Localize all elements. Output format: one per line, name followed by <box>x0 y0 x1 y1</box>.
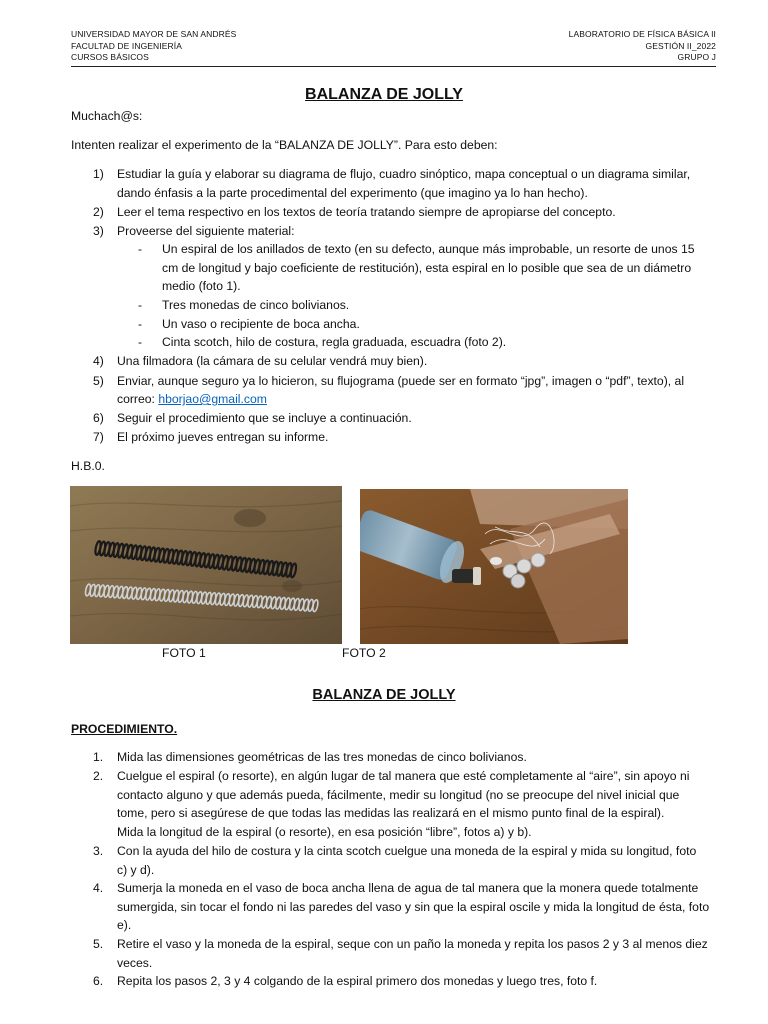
step-number: 2) <box>93 205 104 219</box>
material-1-line-2: cm de longitud y bajo coeficiente de restitución), esta espiral en lo posible que sea de un diámetro <box>162 260 692 275</box>
section-title: BALANZA DE JOLLY <box>312 687 456 703</box>
material-1-line-1: Un espiral de los anillados de texto (en su defecto, aunque más improbable, un resorte de unos 15 <box>162 242 695 256</box>
step-number: 6) <box>93 411 104 425</box>
step-number: 7) <box>93 429 104 444</box>
step-4-text: Una filmadora (la cámara de su celular vendrá muy bien). <box>117 354 428 368</box>
material-4-text: Cinta scotch, hilo de costura, regla graduada, escuadra (foto 2). <box>162 335 507 349</box>
photo-spring <box>70 486 342 644</box>
step-number: 1) <box>93 167 104 181</box>
proc-number: 1. <box>93 750 104 764</box>
proc-number: 2. <box>93 769 104 783</box>
email-label: correo: <box>117 392 159 406</box>
step-2-text: Leer el tema respectivo en los textos de teoría tratando siempre de apropiarse del concepto. <box>117 205 616 219</box>
proc-6-text: Repita los pasos 2, 3 y 4 colgando de la espiral primero dos monedas y luego tres, foto f. <box>117 974 598 988</box>
material-dash: - <box>138 298 143 312</box>
caption-foto-1: FOTO 1 <box>162 646 206 660</box>
header-courses: CURSOS BÁSICOS <box>71 52 149 62</box>
material-3-text: Un vaso o recipiente de boca ancha. <box>162 316 360 331</box>
proc-5-line-2: veces. <box>117 955 153 970</box>
proc-2-line-1: Cuelgue el espiral (o resorte), en algún lugar de tal manera que esté completamente al “aire”, sin apoyo ni <box>117 769 690 783</box>
proc-1-text: Mida las dimensiones geométricas de las tres monedas de cinco bolivianos. <box>117 750 527 764</box>
material-dash: - <box>138 242 143 256</box>
step-3-text: Proveerse del siguiente material: <box>117 223 295 238</box>
proc-2-line-4: Mida la longitud de la espiral (o resorte), en esa posición “libre”, fotos a) y b). <box>117 824 532 839</box>
step-number: 5) <box>93 373 104 388</box>
header-lab: LABORATORIO DE FÍSICA BÁSICA II <box>568 29 716 39</box>
proc-4-line-2: sumergida, sin tocar el fondo ni las paredes del vaso y sin que la espiral oscile y mida la longitud de ésta, foto <box>117 899 710 914</box>
intro-text: Intenten realizar el experimento de la “BALANZA DE JOLLY”. Para esto deben: <box>71 138 498 152</box>
photo-materials <box>360 489 628 644</box>
photo-materials-image <box>360 489 628 644</box>
header-institution <box>71 29 236 64</box>
step-1-line-1: Estudiar la guía y elaborar su diagrama de flujo, cuadro sinóptico, mapa conceptual o un diagrama similar, <box>117 167 691 181</box>
step-5-line-2 <box>117 390 717 409</box>
caption-foto-2: FOTO 2 <box>342 646 386 660</box>
procedure-heading: PROCEDIMIENTO. <box>71 722 178 736</box>
header-course-info <box>569 29 716 64</box>
material-dash: - <box>138 316 143 331</box>
signature: H.B.0. <box>71 459 105 473</box>
material-dash: - <box>138 335 143 349</box>
photo-spring-image <box>70 486 342 644</box>
proc-number: 3. <box>93 844 104 858</box>
step-5-line-1: Enviar, aunque seguro ya lo hicieron, su flujograma (puede ser en formato “jpg”, imagen o “pdf”, texto), al <box>117 373 685 388</box>
page-title: BALANZA DE JOLLY <box>305 86 463 103</box>
header-group: GRUPO J <box>677 52 716 62</box>
proc-3-line-1: Con la ayuda del hilo de costura y la cinta scotch cuelgue una moneda de la espiral y mida su longitud, foto <box>117 844 697 858</box>
proc-number: 5. <box>93 937 104 951</box>
step-1-line-2: dando énfasis a la parte procedimental del experimento (que imagino ya lo han hecho). <box>117 185 588 200</box>
proc-2-line-2: contacto alguno y que además pueda, fácilmente, medir su longitud (no se preocupe del nivel inicial que <box>117 787 680 802</box>
proc-4-line-3: e). <box>117 918 132 932</box>
greeting: Muchach@s: <box>71 109 143 123</box>
proc-5-line-1: Retire el vaso y la moneda de la espiral, seque con un paño la moneda y repita los pasos 2 y 3 al menos diez <box>117 937 708 951</box>
header-university: UNIVERSIDAD MAYOR DE SAN ANDRÉS <box>71 29 237 39</box>
proc-number: 6. <box>93 974 104 988</box>
header-divider <box>71 66 716 67</box>
step-6-text: Seguir el procedimiento que se incluye a continuación. <box>117 411 412 425</box>
step-number: 3) <box>93 223 104 238</box>
proc-number: 4. <box>93 881 104 895</box>
proc-3-line-2: c) y d). <box>117 862 155 877</box>
email-link[interactable]: hborjao@gmail.com <box>158 392 267 406</box>
step-7-text: El próximo jueves entregan su informe. <box>117 429 329 444</box>
material-2-text: Tres monedas de cinco bolivianos. <box>162 298 350 312</box>
header-term: GESTIÓN II_2022 <box>645 40 716 51</box>
proc-2-line-3: tome, pero si asegúrese de que todas las medidas las realizará en el mismo punto final de la espiral). <box>117 806 665 820</box>
proc-4-line-1: Sumerja la moneda en el vaso de boca ancha llena de agua de tal manera que la monera quede totalmente <box>117 881 699 895</box>
material-1-line-3: medio (foto 1). <box>162 279 241 293</box>
step-number: 4) <box>93 354 104 368</box>
header-faculty: FACULTAD DE INGENIERÍA <box>71 40 182 51</box>
